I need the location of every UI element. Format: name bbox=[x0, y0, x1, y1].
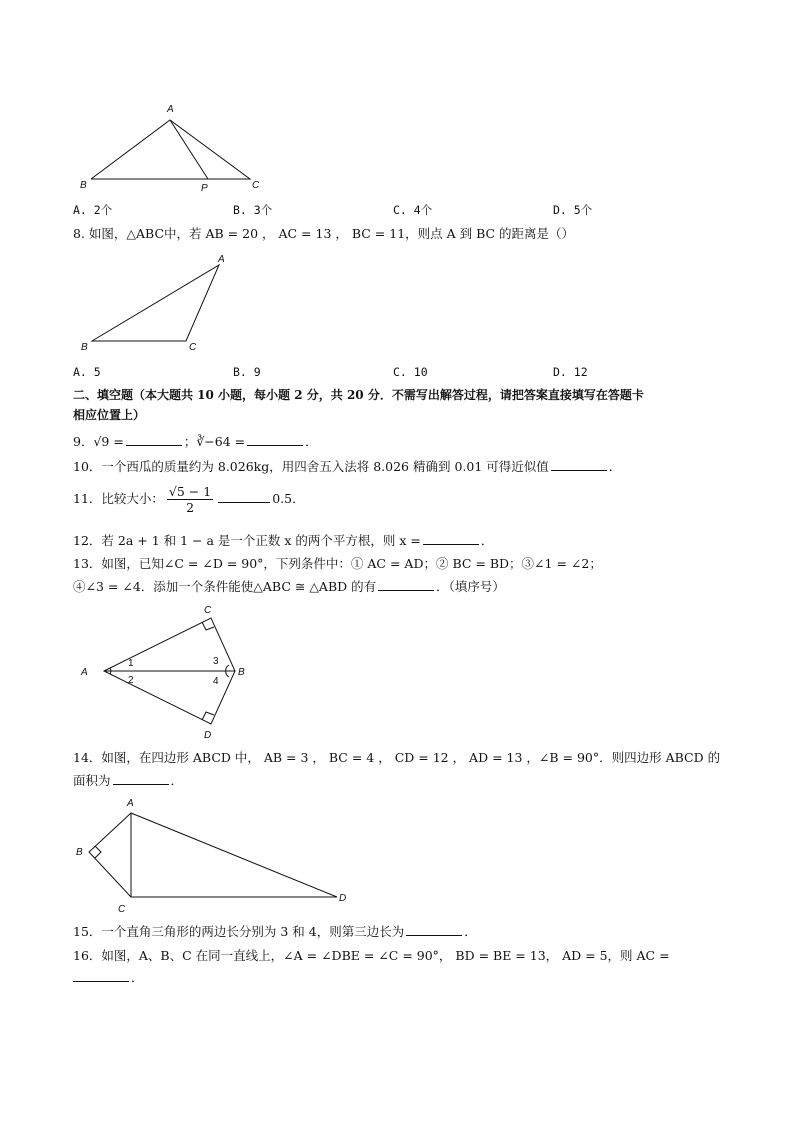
label-a: A bbox=[218, 254, 225, 265]
q15-text: 15．一个直角三角形的两边长分别为 3 和 4，则第三边长为 bbox=[73, 924, 405, 939]
q11-prefix: 11．比较大小： bbox=[73, 491, 164, 506]
q8-option-c: C. 10 bbox=[393, 365, 428, 379]
q16-blank[interactable] bbox=[73, 969, 129, 982]
q13-line2-end: ．（填序号） bbox=[436, 579, 505, 594]
right-angle-mark-b bbox=[95, 846, 101, 858]
q15-blank[interactable] bbox=[406, 923, 462, 936]
label-b: B bbox=[76, 847, 83, 858]
q10-blank[interactable] bbox=[551, 458, 607, 471]
question-10 bbox=[73, 457, 621, 475]
question-11 bbox=[73, 484, 305, 515]
q9-end: ． bbox=[305, 434, 318, 449]
q14-line2-end: ． bbox=[170, 773, 184, 788]
label-b: B bbox=[81, 342, 88, 353]
q16-line2-end: ． bbox=[131, 970, 144, 985]
label-b: B bbox=[238, 667, 245, 678]
question-16-line2 bbox=[73, 968, 144, 986]
label-c: C bbox=[189, 342, 197, 353]
q10-text: 10．一个西瓜的质量约为 8.026kg，用四舍五入法将 8.026 精确到 0.01 可得近似值 bbox=[73, 459, 549, 474]
q7-option-c: C. 4个 bbox=[393, 203, 433, 217]
q8-option-b: B. 9 bbox=[233, 365, 261, 379]
q9-separator: ； bbox=[183, 434, 197, 449]
figure-q14-quadrilateral bbox=[72, 792, 362, 917]
triangle-abc-outline bbox=[92, 265, 219, 341]
q13-line2-text: ④∠3 = ∠4．添加一个条件能使△ABC ≅ △ABD 的有 bbox=[73, 579, 377, 594]
q9-blank-1[interactable] bbox=[126, 433, 182, 446]
q14-line2-text: 面积为 bbox=[73, 773, 111, 788]
q12-text: 12．若 2a + 1 和 1 − a 是一个正数 x 的两个平方根，则 x = bbox=[73, 533, 421, 548]
right-angle-mark-c bbox=[202, 622, 214, 630]
q8-option-a: A. 5 bbox=[73, 365, 101, 379]
label-b: B bbox=[80, 180, 87, 191]
section-heading-line2: 相应位置上） bbox=[73, 408, 146, 422]
triangle-abc-outline bbox=[91, 120, 250, 179]
angle-label-1: 1 bbox=[128, 658, 134, 669]
q11-suffix: 0.5． bbox=[272, 491, 305, 506]
q12-end: ． bbox=[480, 533, 494, 548]
label-a: A bbox=[167, 104, 174, 115]
q7-option-a: A. 2个 bbox=[73, 203, 113, 217]
question-9 bbox=[73, 432, 318, 450]
q15-end: ． bbox=[464, 924, 477, 939]
label-a: A bbox=[127, 798, 134, 809]
q14-blank[interactable] bbox=[113, 772, 169, 785]
segment-ap bbox=[170, 120, 208, 179]
q11-fraction bbox=[167, 484, 213, 515]
question-16-line1: 16．如图，A、B、C 在同一直线上，∠A = ∠DBE = ∠C = 90°， BD = BE = 13， AD = 5，则 AC = bbox=[73, 948, 670, 963]
q7-option-b: B. 3个 bbox=[233, 203, 273, 217]
q13-blank[interactable] bbox=[378, 578, 434, 591]
q9-number: 9． bbox=[73, 434, 94, 449]
section-heading-line1: 二、填空题（本大题共 10 小题，每小题 2 分，共 20 分．不需写出解答过程，请把答案直接填写在答题卡 bbox=[73, 388, 644, 402]
q11-numerator: √5 − 1 bbox=[168, 484, 212, 499]
label-c: C bbox=[252, 180, 260, 191]
label-p: P bbox=[201, 183, 208, 194]
figure-q7-triangle bbox=[70, 98, 270, 198]
angle-label-3: 3 bbox=[213, 656, 219, 667]
right-angle-mark-d bbox=[202, 712, 214, 720]
q8-option-d: D. 12 bbox=[553, 365, 588, 379]
q9-blank-2[interactable] bbox=[247, 433, 303, 446]
question-14-line1: 14．如图，在四边形 ABCD 中， AB = 3 ， BC = 4 ， CD = 12 ， AD = 13 ，∠B = 90°．则四边形 ABCD 的 bbox=[73, 750, 721, 765]
question-14-line2 bbox=[73, 771, 183, 789]
q11-denominator: 2 bbox=[186, 500, 195, 515]
question-8: 8. 如图，△ABC中，若 AB = 20 ， AC = 13 ， BC = 11，则点 A 到 BC 的距离是（） bbox=[73, 226, 575, 241]
q7-option-d: D. 5个 bbox=[553, 203, 593, 217]
label-d: D bbox=[339, 893, 347, 904]
q10-end: ． bbox=[608, 459, 622, 474]
question-12 bbox=[73, 531, 493, 549]
q12-blank[interactable] bbox=[423, 532, 479, 545]
question-15 bbox=[73, 922, 477, 940]
figure-q13-kite bbox=[78, 600, 258, 745]
question-13-line1: 13．如图，已知∠C = ∠D = 90°，下列条件中：① AC = AD；② BC = BD；③∠1 = ∠2； bbox=[73, 556, 602, 571]
q9-part1: √9 = bbox=[93, 434, 124, 449]
angle-label-4: 4 bbox=[213, 676, 219, 687]
angle-label-2: 2 bbox=[128, 675, 134, 686]
label-d: D bbox=[204, 730, 212, 741]
label-c: C bbox=[118, 904, 126, 915]
question-13-line2 bbox=[73, 577, 505, 595]
label-c: C bbox=[204, 605, 212, 616]
label-a: A bbox=[81, 667, 88, 678]
figure-q8-triangle bbox=[78, 250, 238, 355]
q11-blank[interactable] bbox=[218, 490, 270, 503]
quadrilateral-abcd-outline bbox=[89, 813, 337, 897]
q9-part2: ∛−64 = bbox=[196, 434, 246, 449]
